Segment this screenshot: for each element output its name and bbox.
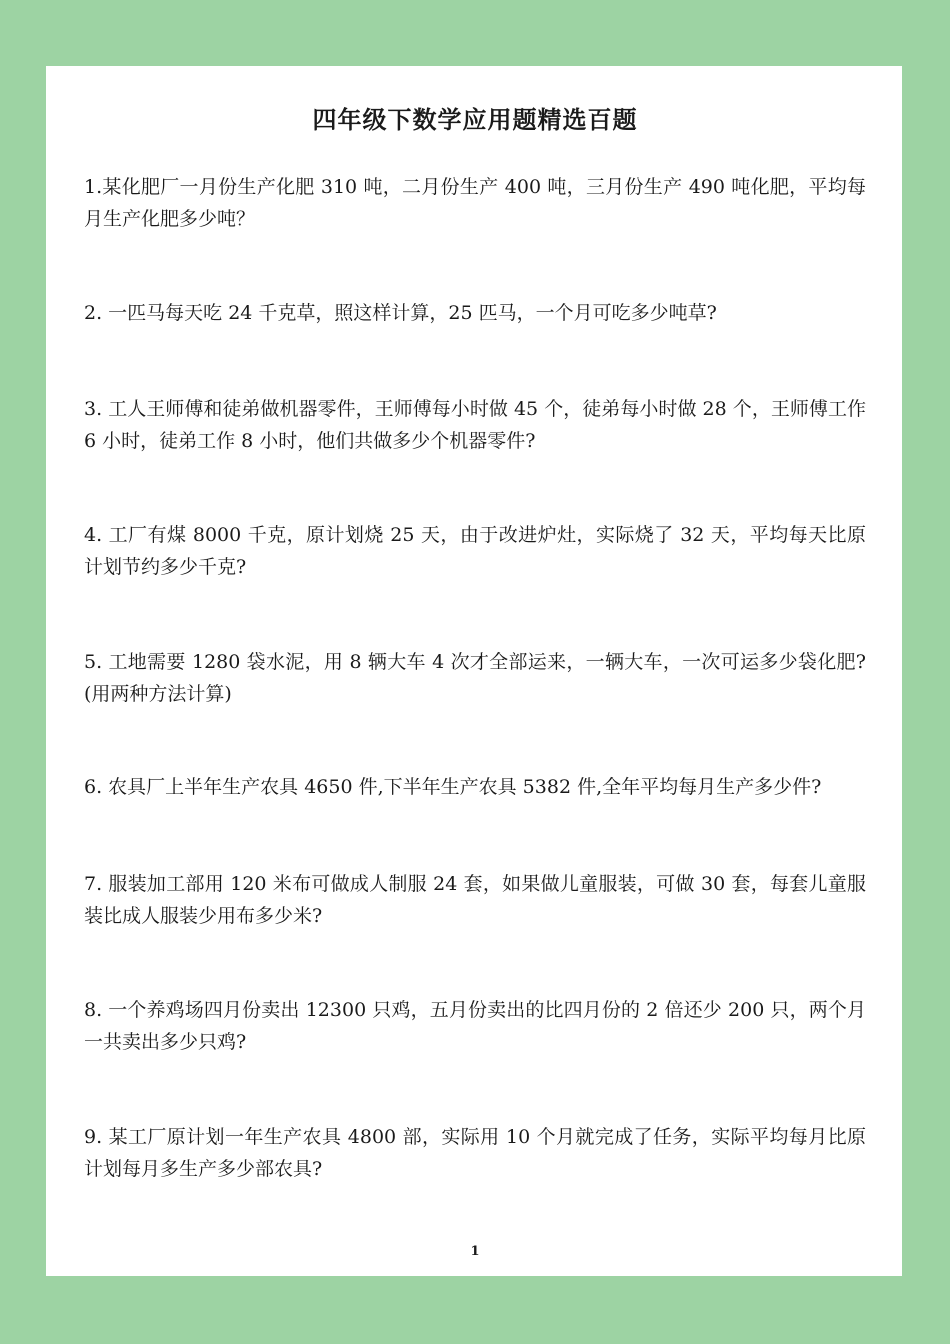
question-5: 5. 工地需要 1280 袋水泥，用 8 辆大车 4 次才全部运来，一辆大车，一次可运多少袋化肥?(用两种方法计算) bbox=[84, 651, 866, 705]
question-3: 3. 工人王师傅和徒弟做机器零件，王师傅每小时做 45 个，徒弟每小时做 28 个，王师傅工作 6 小时，徒弟工作 8 小时，他们共做多少个机器零件? bbox=[84, 398, 866, 452]
question-9: 9. 某工厂原计划一年生产农具 4800 部，实际用 10 个月就完成了任务，实际平均每月比原计划每月多生产多少部农具? bbox=[84, 1126, 866, 1180]
question-8: 8. 一个养鸡场四月份卖出 12300 只鸡，五月份卖出的比四月份的 2 倍还少 200 只，两个月一共卖出多少只鸡? bbox=[84, 999, 866, 1053]
question-6: 6. 农具厂上半年生产农具 4650 件,下半年生产农具 5382 件,全年平均每月生产多少件? bbox=[84, 776, 822, 798]
document-title: 四年级下数学应用题精选百题 bbox=[312, 105, 638, 134]
question-4: 4. 工厂有煤 8000 千克，原计划烧 25 天，由于改进炉灶，实际烧了 32 天，平均每天比原计划节约多少千克? bbox=[84, 524, 866, 578]
question-7: 7. 服装加工部用 120 米布可做成人制服 24 套，如果做儿童服装，可做 30 套，每套儿童服装比成人服装少用布多少米? bbox=[84, 873, 866, 927]
question-2: 2. 一匹马每天吃 24 千克草，照这样计算，25 匹马，一个月可吃多少吨草? bbox=[84, 302, 717, 324]
question-1: 1.某化肥厂一月份生产化肥 310 吨，二月份生产 400 吨，三月份生产 490 吨化肥，平均每月生产化肥多少吨？ bbox=[84, 176, 866, 230]
page-number: 1 bbox=[470, 1244, 480, 1259]
